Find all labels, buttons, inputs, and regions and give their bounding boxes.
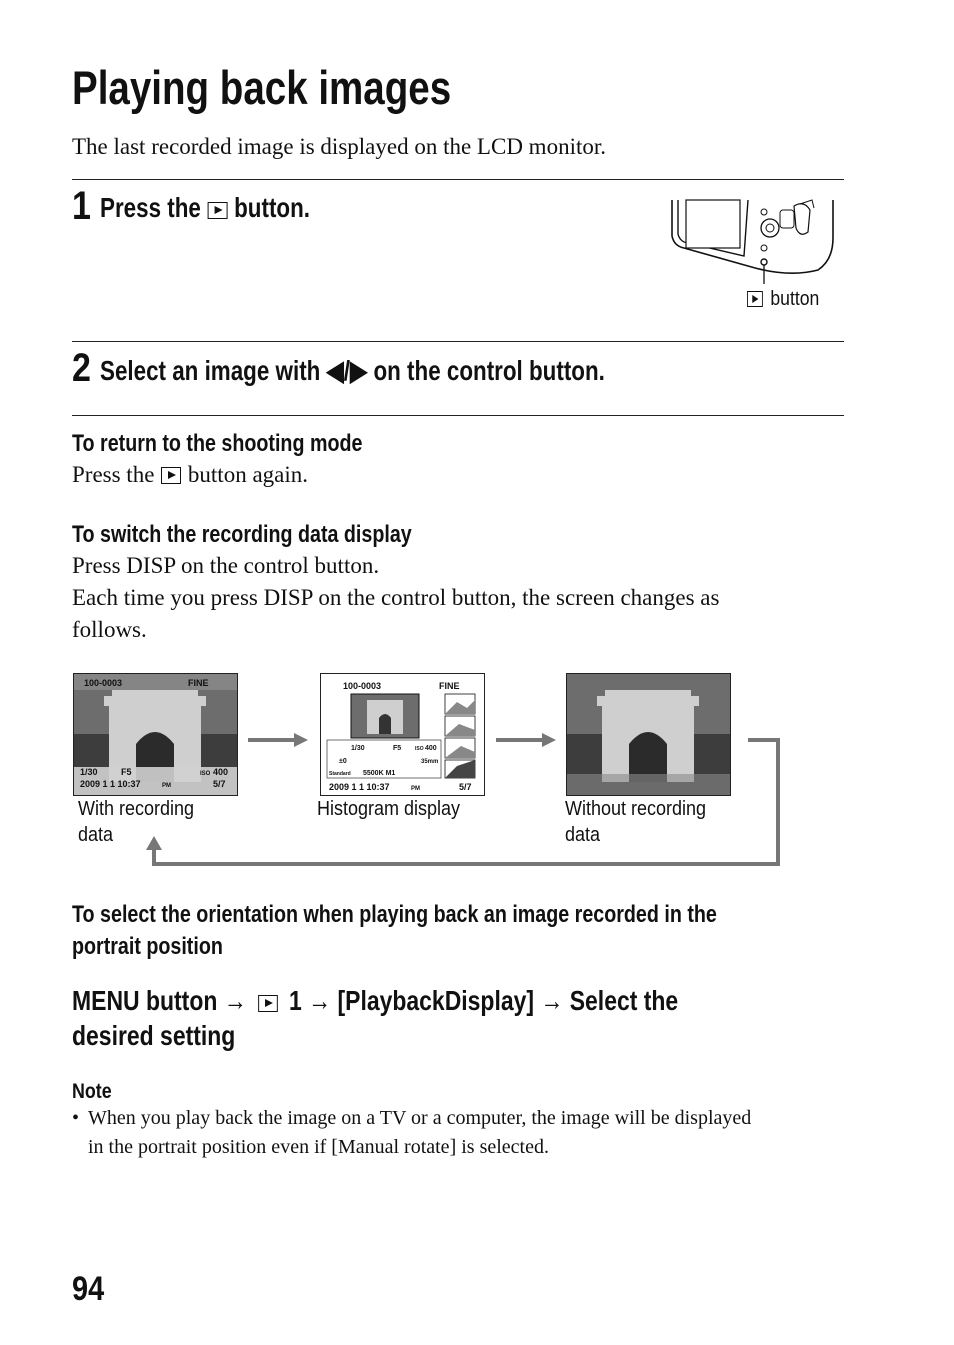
display-label-1-line-1: With recording — [78, 798, 195, 820]
screen-wb: 5500K M1 — [363, 770, 396, 777]
step-2-text: Select an image with ◀/▶ on the control button. — [100, 355, 605, 386]
loop-arrow — [140, 736, 790, 872]
menu-path — [72, 985, 678, 1017]
screen-iso-label: ISO — [200, 771, 211, 777]
screen-ev: ±0 — [339, 758, 347, 765]
switch-line-3: follows. — [72, 617, 147, 642]
note-line-1: When you play back the image on a TV or a computer, the image will be displayed — [88, 1107, 752, 1129]
screen-file-number: 100-0003 — [343, 681, 382, 691]
display-label-1-line-2: data — [78, 824, 114, 846]
step-1-number: 1 — [72, 184, 91, 228]
return-text — [72, 462, 308, 488]
intro-text: The last recorded image is displayed on the LCD monitor. — [72, 134, 606, 159]
screen-iso: 400 — [425, 745, 437, 752]
note-bullet: • — [72, 1107, 80, 1129]
screen-count: 5/7 — [213, 779, 226, 789]
divider — [72, 415, 844, 416]
screen-iso: 400 — [213, 767, 229, 777]
menu-path-part-1: MENU button → — [72, 985, 247, 1016]
display-label-2-line-1: Histogram display — [317, 798, 461, 820]
switch-line-1: Press DISP on the control button. — [72, 553, 380, 578]
screen-focal: 35mm — [421, 759, 439, 765]
screen-shutter: 1/30 — [80, 767, 98, 777]
screen-date: 2009 1 1 10:37 — [329, 782, 390, 792]
screen-count: 5/7 — [459, 782, 472, 792]
playback-icon — [207, 202, 227, 219]
return-text-before: Press the — [72, 462, 155, 487]
step-2-number: 2 — [72, 346, 91, 390]
screen-style: Standard — [329, 771, 351, 777]
page-title: Playing back images — [72, 61, 452, 114]
screen-pm: PM — [162, 783, 171, 789]
note-heading: Note — [72, 1080, 112, 1103]
screen-file-number: 100-0003 — [84, 678, 123, 688]
display-label-3-line-2: data — [565, 824, 601, 846]
display-label-3-line-1: Without recording — [565, 798, 707, 820]
camera-illustration — [668, 198, 838, 288]
camera-caption — [747, 288, 819, 311]
step-1-text-before: Press the — [100, 192, 201, 223]
playback-icon — [747, 291, 763, 307]
screen-aperture: F5 — [121, 767, 132, 777]
note-line-2: in the portrait position even if [Manual rotate] is selected. — [88, 1136, 549, 1158]
orientation-heading-line-1: To select the orientation when playing back an image recorded in the — [72, 901, 717, 928]
screen-shutter: 1/30 — [351, 745, 365, 752]
divider — [72, 179, 844, 180]
menu-path-line-2: desired setting — [72, 1020, 236, 1051]
menu-path-part-2: 1 → [PlaybackDisplay] → Select the — [288, 985, 679, 1016]
screen-date: 2009 1 1 10:37 — [80, 779, 141, 789]
playback-icon — [161, 467, 181, 484]
screen-iso-label: ISO — [415, 746, 424, 752]
return-text-after: button again. — [187, 462, 309, 487]
caption-label: button — [770, 288, 820, 310]
orientation-heading-line-2: portrait position — [72, 933, 223, 960]
page-number: 94 — [72, 1270, 105, 1308]
return-heading: To return to the shooting mode — [72, 430, 363, 457]
switch-heading: To switch the recording data display — [72, 521, 412, 548]
screen-quality: FINE — [188, 678, 209, 688]
divider — [72, 341, 844, 342]
step-1-text — [100, 192, 310, 224]
step-1-text-after: button. — [234, 192, 310, 223]
screen-quality: FINE — [439, 681, 460, 691]
screen-aperture: F5 — [393, 745, 402, 752]
playback-icon — [258, 995, 278, 1012]
switch-line-2: Each time you press DISP on the control button, the screen changes as — [72, 585, 720, 610]
screen-pm: PM — [411, 786, 420, 792]
